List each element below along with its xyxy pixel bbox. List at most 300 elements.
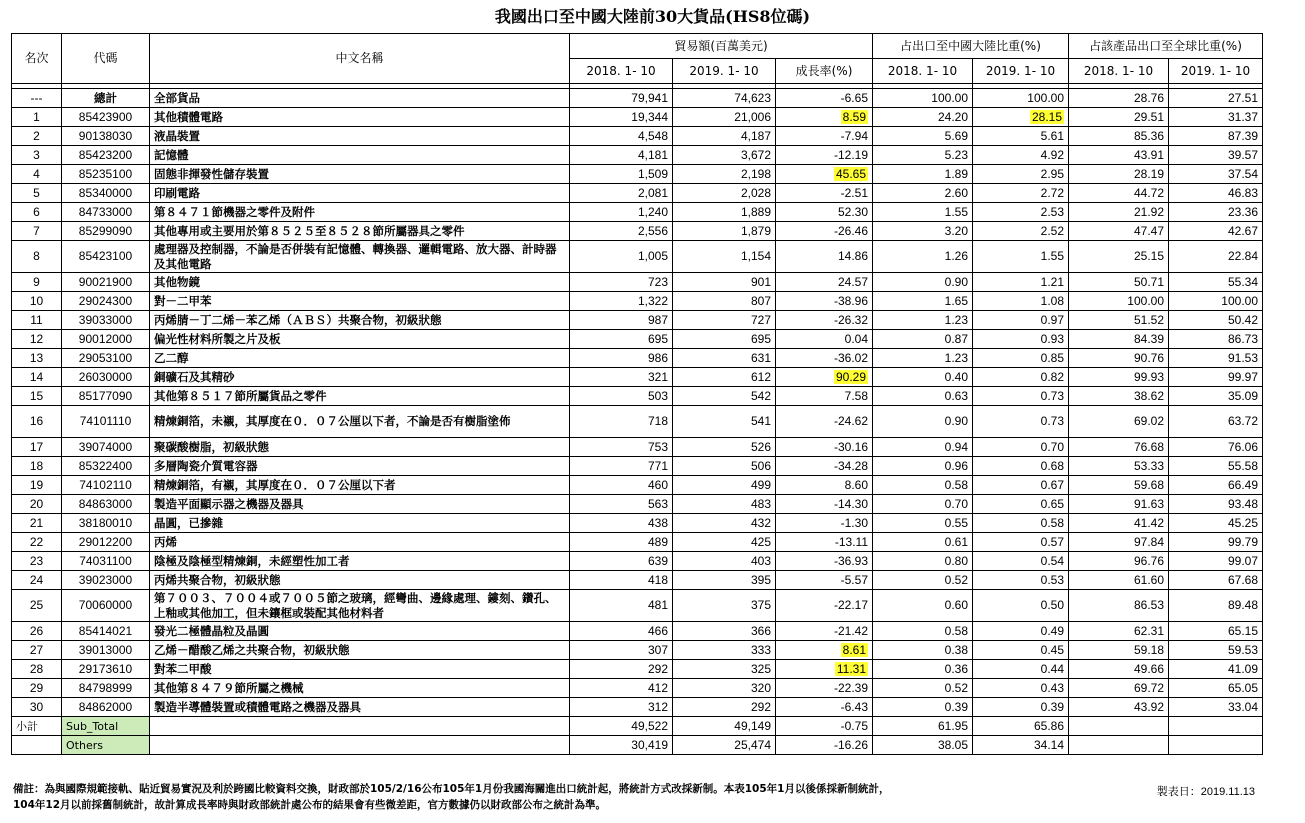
- table-row: [12, 571, 1263, 590]
- cell-growth: -1.30: [776, 514, 873, 533]
- cell-sg2019: 37.54: [1169, 165, 1263, 184]
- cell-sg2018: 41.42: [1069, 514, 1169, 533]
- cell-sg2018: 99.93: [1069, 368, 1169, 387]
- cell-rank: 8: [12, 241, 62, 273]
- cell-code: 29012200: [62, 533, 150, 552]
- cell-v2018: 30,419: [570, 736, 673, 755]
- table-row: [12, 660, 1263, 679]
- cell-sg2018: 51.52: [1069, 311, 1169, 330]
- cell-rank: 14: [12, 368, 62, 387]
- cell-rank: 23: [12, 552, 62, 571]
- cell-v2018: 563: [570, 495, 673, 514]
- cell-growth: -6.43: [776, 698, 873, 717]
- cell-code: 85177090: [62, 387, 150, 406]
- cell-growth: -2.51: [776, 184, 873, 203]
- cell-rank: 25: [12, 590, 62, 622]
- table-row: [12, 292, 1263, 311]
- cell-growth: -36.93: [776, 552, 873, 571]
- cell-code: 70060000: [62, 590, 150, 622]
- cell-rank: 13: [12, 349, 62, 368]
- cell-growth: 7.58: [776, 387, 873, 406]
- cell-v2019: 807: [673, 292, 776, 311]
- cell-rank: 4: [12, 165, 62, 184]
- cell-sg2019: 31.37: [1169, 108, 1263, 127]
- cell-sm2018: 0.60: [873, 590, 973, 622]
- cell-code: 84733000: [62, 203, 150, 222]
- cell-sm2019: 5.61: [973, 127, 1069, 146]
- cell-v2019: 395: [673, 571, 776, 590]
- cell-v2019: 483: [673, 495, 776, 514]
- cell-sm2018: 1.26: [873, 241, 973, 273]
- cell-sg2019: 22.84: [1169, 241, 1263, 273]
- cell-rank: 3: [12, 146, 62, 165]
- cell-rank: 22: [12, 533, 62, 552]
- cell-sm2019: 34.14: [973, 736, 1069, 755]
- cell-v2018: 718: [570, 406, 673, 438]
- cell-name: 乙二醇: [150, 349, 570, 368]
- cell-v2019: 901: [673, 273, 776, 292]
- cell-code: 85414021: [62, 622, 150, 641]
- cell-rank: 26: [12, 622, 62, 641]
- cell-growth: -36.02: [776, 349, 873, 368]
- cell-v2019: 2,198: [673, 165, 776, 184]
- cell-rank: 28: [12, 660, 62, 679]
- cell-growth: 24.57: [776, 273, 873, 292]
- cell-rank: 19: [12, 476, 62, 495]
- cell-v2018: 2,556: [570, 222, 673, 241]
- cell-sg2018: 69.02: [1069, 406, 1169, 438]
- table-row: [12, 533, 1263, 552]
- header-growth: 成長率(%): [776, 59, 873, 84]
- table-title: 我國出口至中國大陸前30大貨品(HS8位碼): [494, 7, 811, 26]
- cell-sg2019: 35.09: [1169, 387, 1263, 406]
- header-sm-2019: 2019. 1- 10: [973, 59, 1069, 84]
- cell-v2019: 425: [673, 533, 776, 552]
- cell-v2019: 542: [673, 387, 776, 406]
- cell-name: 乙烯－醋酸乙烯之共聚合物，初級狀態: [150, 641, 570, 660]
- cell-code: 84863000: [62, 495, 150, 514]
- table-row: [12, 273, 1263, 292]
- cell-sg2019: 45.25: [1169, 514, 1263, 533]
- cell-v2019: 21,006: [673, 108, 776, 127]
- cell-name: 多層陶瓷介質電容器: [150, 457, 570, 476]
- cell-sg2019: 55.34: [1169, 273, 1263, 292]
- cell-sg2019: 76.06: [1169, 438, 1263, 457]
- cell-code: 85340000: [62, 184, 150, 203]
- cell-code: 29173610: [62, 660, 150, 679]
- cell-sg2018: 91.63: [1069, 495, 1169, 514]
- cell-sg2018: 69.72: [1069, 679, 1169, 698]
- cell-sm2019: 1.21: [973, 273, 1069, 292]
- table-row: [12, 146, 1263, 165]
- cell-sm2018: 1.23: [873, 311, 973, 330]
- cell-sg2019: 99.79: [1169, 533, 1263, 552]
- cell-v2019: 506: [673, 457, 776, 476]
- cell-growth: -26.46: [776, 222, 873, 241]
- cell-code: 90021900: [62, 273, 150, 292]
- cell-sm2019: 0.54: [973, 552, 1069, 571]
- cell-name: 聚碳酸樹脂，初級狀態: [150, 438, 570, 457]
- cell-name: 第８４７１節機器之零件及附件: [150, 203, 570, 222]
- cell-growth: -0.75: [776, 717, 873, 736]
- cell-code: 39023000: [62, 571, 150, 590]
- cell-sg2018: 29.51: [1069, 108, 1169, 127]
- cell-sg2019: 33.04: [1169, 698, 1263, 717]
- cell-v2018: 489: [570, 533, 673, 552]
- cell-growth: -30.16: [776, 438, 873, 457]
- cell-sg2019: 39.57: [1169, 146, 1263, 165]
- cell-rank: 6: [12, 203, 62, 222]
- table-row: [12, 349, 1263, 368]
- cell-sm2019: 0.67: [973, 476, 1069, 495]
- cell-sm2019: 2.72: [973, 184, 1069, 203]
- table-row: [12, 184, 1263, 203]
- highlight-mark: 8.61: [842, 642, 866, 657]
- cell-sm2019: 0.82: [973, 368, 1069, 387]
- cell-rank: 18: [12, 457, 62, 476]
- cell-v2018: 292: [570, 660, 673, 679]
- cell-sm2019: 0.70: [973, 438, 1069, 457]
- cell-code: 74101110: [62, 406, 150, 438]
- cell-sm2019: 0.43: [973, 679, 1069, 698]
- cell-growth: -6.65: [776, 89, 873, 108]
- cell-sg2018: 62.31: [1069, 622, 1169, 641]
- cell-name: 其他第８５１７節所屬貨品之零件: [150, 387, 570, 406]
- cell-sg2018: 59.18: [1069, 641, 1169, 660]
- cell-v2019: 612: [673, 368, 776, 387]
- cell-sm2019: 100.00: [973, 89, 1069, 108]
- highlight-mark: 28.15: [1031, 109, 1062, 124]
- cell-growth: [776, 165, 873, 184]
- cell-sm2019: 2.53: [973, 203, 1069, 222]
- cell-name: 銅礦石及其精砂: [150, 368, 570, 387]
- cell-sm2019: 0.44: [973, 660, 1069, 679]
- note-line-1: 備註：為與國際規範接軌、貼近貿易實況及利於跨國比較資料交換，財政部於105/2/16公布105年1月份我國海關進出口統計起，將統計方式改採新制。本表105年1月以後係採新制統計，: [13, 783, 890, 795]
- cell-sg2018: 84.39: [1069, 330, 1169, 349]
- cell-sg2019: 65.05: [1169, 679, 1263, 698]
- cell-code: 90138030: [62, 127, 150, 146]
- cell-code: 84862000: [62, 698, 150, 717]
- table-row: [12, 590, 1263, 622]
- cell-v2018: 481: [570, 590, 673, 622]
- cell-v2019: 325: [673, 660, 776, 679]
- cell-sm2018: 1.55: [873, 203, 973, 222]
- cell-sg2019: 42.67: [1169, 222, 1263, 241]
- cell-sm2019: 1.55: [973, 241, 1069, 273]
- cell-rank: 16: [12, 406, 62, 438]
- cell-sg2019: 67.68: [1169, 571, 1263, 590]
- cell-sm2018: 0.55: [873, 514, 973, 533]
- cell-sg2018: [1069, 717, 1169, 736]
- cell-code: 85423100: [62, 241, 150, 273]
- cell-v2018: 49,522: [570, 717, 673, 736]
- cell-sg2019: 91.53: [1169, 349, 1263, 368]
- cell-v2018: 639: [570, 552, 673, 571]
- cell-sg2019: 63.72: [1169, 406, 1263, 438]
- cell-sm2019: 2.95: [973, 165, 1069, 184]
- cell-v2019: 320: [673, 679, 776, 698]
- cell-growth: -38.96: [776, 292, 873, 311]
- cell-sm2018: 0.58: [873, 476, 973, 495]
- cell-v2018: 312: [570, 698, 673, 717]
- cell-name: [150, 717, 570, 736]
- cell-sm2018: 2.60: [873, 184, 973, 203]
- cell-sm2018: 0.52: [873, 679, 973, 698]
- cell-rank: 29: [12, 679, 62, 698]
- cell-v2019: 49,149: [673, 717, 776, 736]
- cell-name: 其他第８４７９節所屬之機械: [150, 679, 570, 698]
- cell-v2019: 631: [673, 349, 776, 368]
- cell-rank: 27: [12, 641, 62, 660]
- cell-rank: 24: [12, 571, 62, 590]
- cell-v2018: 771: [570, 457, 673, 476]
- cell-growth: -26.32: [776, 311, 873, 330]
- cell-name: 其他專用或主要用於第８５２５至８５２８節所屬器具之零件: [150, 222, 570, 241]
- table-row: [12, 406, 1263, 438]
- cell-sg2018: 76.68: [1069, 438, 1169, 457]
- header-name: 中文名稱: [150, 34, 570, 84]
- table-row: [12, 514, 1263, 533]
- cell-sm2018: 100.00: [873, 89, 973, 108]
- cell-sm2018: 0.96: [873, 457, 973, 476]
- table-row: [12, 203, 1263, 222]
- cell-code: Sub_Total: [62, 717, 150, 736]
- cell-v2019: 292: [673, 698, 776, 717]
- cell-sm2018: 0.36: [873, 660, 973, 679]
- cell-v2019: 727: [673, 311, 776, 330]
- cell-sm2019: 2.52: [973, 222, 1069, 241]
- cell-v2019: 1,154: [673, 241, 776, 273]
- cell-sg2019: 65.15: [1169, 622, 1263, 641]
- cell-sm2018: 0.38: [873, 641, 973, 660]
- header-share-global: 占該產品出口至全球比重(%): [1069, 34, 1263, 59]
- cell-v2018: 723: [570, 273, 673, 292]
- cell-sm2019: 0.58: [973, 514, 1069, 533]
- cell-name: 其他物鏡: [150, 273, 570, 292]
- cell-code: 74102110: [62, 476, 150, 495]
- cell-v2019: 541: [673, 406, 776, 438]
- cell-sm2019: 0.73: [973, 406, 1069, 438]
- cell-rank: 7: [12, 222, 62, 241]
- cell-sg2019: 89.48: [1169, 590, 1263, 622]
- table-row: [12, 641, 1263, 660]
- cell-growth: [776, 641, 873, 660]
- cell-sg2019: 59.53: [1169, 641, 1263, 660]
- cell-v2018: 503: [570, 387, 673, 406]
- cell-name: 製造半導體裝置或積體電路之機器及器具: [150, 698, 570, 717]
- cell-v2019: 4,187: [673, 127, 776, 146]
- cell-sg2018: [1069, 736, 1169, 755]
- cell-rank: ---: [12, 89, 62, 108]
- cell-sm2019: 0.39: [973, 698, 1069, 717]
- cell-sm2019: 0.50: [973, 590, 1069, 622]
- table-row: [12, 108, 1263, 127]
- cell-growth: -34.28: [776, 457, 873, 476]
- cell-name: 固態非揮發性儲存裝置: [150, 165, 570, 184]
- cell-sm2018: 38.05: [873, 736, 973, 755]
- date-label: 製表日：2019.11.13: [1156, 786, 1255, 798]
- cell-sg2018: 28.19: [1069, 165, 1169, 184]
- total-row: [12, 89, 1263, 108]
- cell-growth: -22.39: [776, 679, 873, 698]
- cell-v2018: 4,548: [570, 127, 673, 146]
- cell-v2019: 333: [673, 641, 776, 660]
- cell-sm2019: 0.45: [973, 641, 1069, 660]
- table-row: [12, 127, 1263, 146]
- cell-v2019: 1,879: [673, 222, 776, 241]
- cell-rank: 2: [12, 127, 62, 146]
- cell-sg2018: 21.92: [1069, 203, 1169, 222]
- cell-v2019: 375: [673, 590, 776, 622]
- cell-rank: 12: [12, 330, 62, 349]
- cell-sg2019: 99.07: [1169, 552, 1263, 571]
- cell-sg2018: 90.76: [1069, 349, 1169, 368]
- header-code: 代碼: [62, 34, 150, 84]
- cell-sg2018: 44.72: [1069, 184, 1169, 203]
- cell-v2018: 79,941: [570, 89, 673, 108]
- header-sm-2018: 2018. 1- 10: [873, 59, 973, 84]
- cell-code: 90012000: [62, 330, 150, 349]
- cell-name: 對－二甲苯: [150, 292, 570, 311]
- cell-code: 85235100: [62, 165, 150, 184]
- cell-v2018: 418: [570, 571, 673, 590]
- cell-code: 85423900: [62, 108, 150, 127]
- cell-name: 偏光性材料所製之片及板: [150, 330, 570, 349]
- cell-sm2019: 0.97: [973, 311, 1069, 330]
- highlight-mark: 90.29: [835, 369, 866, 384]
- cell-v2018: 460: [570, 476, 673, 495]
- cell-sm2018: 1.23: [873, 349, 973, 368]
- cell-name: 發光二極體晶粒及晶圓: [150, 622, 570, 641]
- cell-sm2018: 0.52: [873, 571, 973, 590]
- cell-growth: -7.94: [776, 127, 873, 146]
- cell-sm2019: [973, 108, 1069, 127]
- table-row: [12, 330, 1263, 349]
- cell-sm2018: 24.20: [873, 108, 973, 127]
- cell-rank: 17: [12, 438, 62, 457]
- highlight-mark: 11.31: [836, 661, 866, 676]
- cell-sg2019: 27.51: [1169, 89, 1263, 108]
- cell-sg2019: 23.36: [1169, 203, 1263, 222]
- others-row: [12, 736, 1263, 755]
- cell-growth: -12.19: [776, 146, 873, 165]
- header-trade-2018: 2018. 1- 10: [570, 59, 673, 84]
- subtotal-row: [12, 717, 1263, 736]
- cell-growth: 14.86: [776, 241, 873, 273]
- table-row: [12, 222, 1263, 241]
- cell-sg2019: 87.39: [1169, 127, 1263, 146]
- cell-sm2019: 0.53: [973, 571, 1069, 590]
- cell-sg2018: 59.68: [1069, 476, 1169, 495]
- cell-name: 記憶體: [150, 146, 570, 165]
- cell-sm2019: 0.73: [973, 387, 1069, 406]
- table-row: [12, 165, 1263, 184]
- cell-sg2019: 50.42: [1169, 311, 1263, 330]
- cell-name: [150, 736, 570, 755]
- table-row: [12, 368, 1263, 387]
- cell-name: 第７００３、７００４或７００５節之玻璃，經彎曲、邊緣處理、鏤刻、鑽孔、上釉或其他加工，但未鑲框或裝配其他材料者: [150, 590, 570, 622]
- cell-name: 晶圓，已摻雜: [150, 514, 570, 533]
- cell-sg2019: 100.00: [1169, 292, 1263, 311]
- cell-sm2019: 0.93: [973, 330, 1069, 349]
- cell-name: 丙烯腈－丁二烯－苯乙烯（ＡＢＳ）共聚合物，初級狀態: [150, 311, 570, 330]
- cell-name: 丙烯: [150, 533, 570, 552]
- cell-sg2018: 47.47: [1069, 222, 1169, 241]
- header-trade: 貿易額(百萬美元): [570, 34, 873, 59]
- cell-sg2018: 97.84: [1069, 533, 1169, 552]
- cell-v2018: 4,181: [570, 146, 673, 165]
- cell-v2019: 2,028: [673, 184, 776, 203]
- table-row: [12, 476, 1263, 495]
- header-share-mainland: 占出口至中國大陸比重(%): [873, 34, 1069, 59]
- highlight-mark: 8.59: [842, 109, 866, 124]
- table-row: [12, 698, 1263, 717]
- header-rank: 名次: [12, 34, 62, 84]
- table-row: [12, 622, 1263, 641]
- cell-rank: 21: [12, 514, 62, 533]
- cell-sm2019: 1.08: [973, 292, 1069, 311]
- table-row: [12, 241, 1263, 273]
- cell-name: 精煉銅箔，未襯，其厚度在０．０７公厘以下者，不論是否有樹脂塗佈: [150, 406, 570, 438]
- notes: [13, 781, 889, 813]
- cell-v2019: 526: [673, 438, 776, 457]
- cell-v2018: 1,322: [570, 292, 673, 311]
- cell-sg2018: 61.60: [1069, 571, 1169, 590]
- table-row: [12, 457, 1263, 476]
- header-trade-2019: 2019. 1- 10: [673, 59, 776, 84]
- cell-v2019: 1,889: [673, 203, 776, 222]
- cell-v2018: 19,344: [570, 108, 673, 127]
- table-row: [12, 495, 1263, 514]
- cell-code: 84798999: [62, 679, 150, 698]
- cell-v2018: 987: [570, 311, 673, 330]
- cell-v2019: 499: [673, 476, 776, 495]
- cell-code: 38180010: [62, 514, 150, 533]
- cell-code: 總計: [62, 89, 150, 108]
- cell-rank: 9: [12, 273, 62, 292]
- cell-growth: [776, 368, 873, 387]
- cell-sg2019: 66.49: [1169, 476, 1263, 495]
- cell-sm2019: 65.86: [973, 717, 1069, 736]
- cell-sg2018: 25.15: [1069, 241, 1169, 273]
- cell-sg2018: 50.71: [1069, 273, 1169, 292]
- cell-code: 74031100: [62, 552, 150, 571]
- cell-sm2018: 1.89: [873, 165, 973, 184]
- cell-growth: -24.62: [776, 406, 873, 438]
- cell-sg2019: 99.97: [1169, 368, 1263, 387]
- cell-sm2018: 5.23: [873, 146, 973, 165]
- cell-sg2019: 93.48: [1169, 495, 1263, 514]
- cell-rank: 5: [12, 184, 62, 203]
- header-sg-2018: 2018. 1- 10: [1069, 59, 1169, 84]
- cell-sm2018: 0.39: [873, 698, 973, 717]
- cell-sg2018: 86.53: [1069, 590, 1169, 622]
- cell-sm2018: 0.58: [873, 622, 973, 641]
- cell-growth: 0.04: [776, 330, 873, 349]
- table-row: [12, 679, 1263, 698]
- cell-growth: -16.26: [776, 736, 873, 755]
- cell-name: 丙烯共聚合物，初級狀態: [150, 571, 570, 590]
- cell-sm2019: 0.49: [973, 622, 1069, 641]
- cell-sm2019: 0.65: [973, 495, 1069, 514]
- cell-name: 對苯二甲酸: [150, 660, 570, 679]
- cell-sg2019: 55.58: [1169, 457, 1263, 476]
- cell-name: 液晶裝置: [150, 127, 570, 146]
- cell-v2018: 695: [570, 330, 673, 349]
- cell-sg2018: 28.76: [1069, 89, 1169, 108]
- cell-v2019: 403: [673, 552, 776, 571]
- cell-v2019: 432: [673, 514, 776, 533]
